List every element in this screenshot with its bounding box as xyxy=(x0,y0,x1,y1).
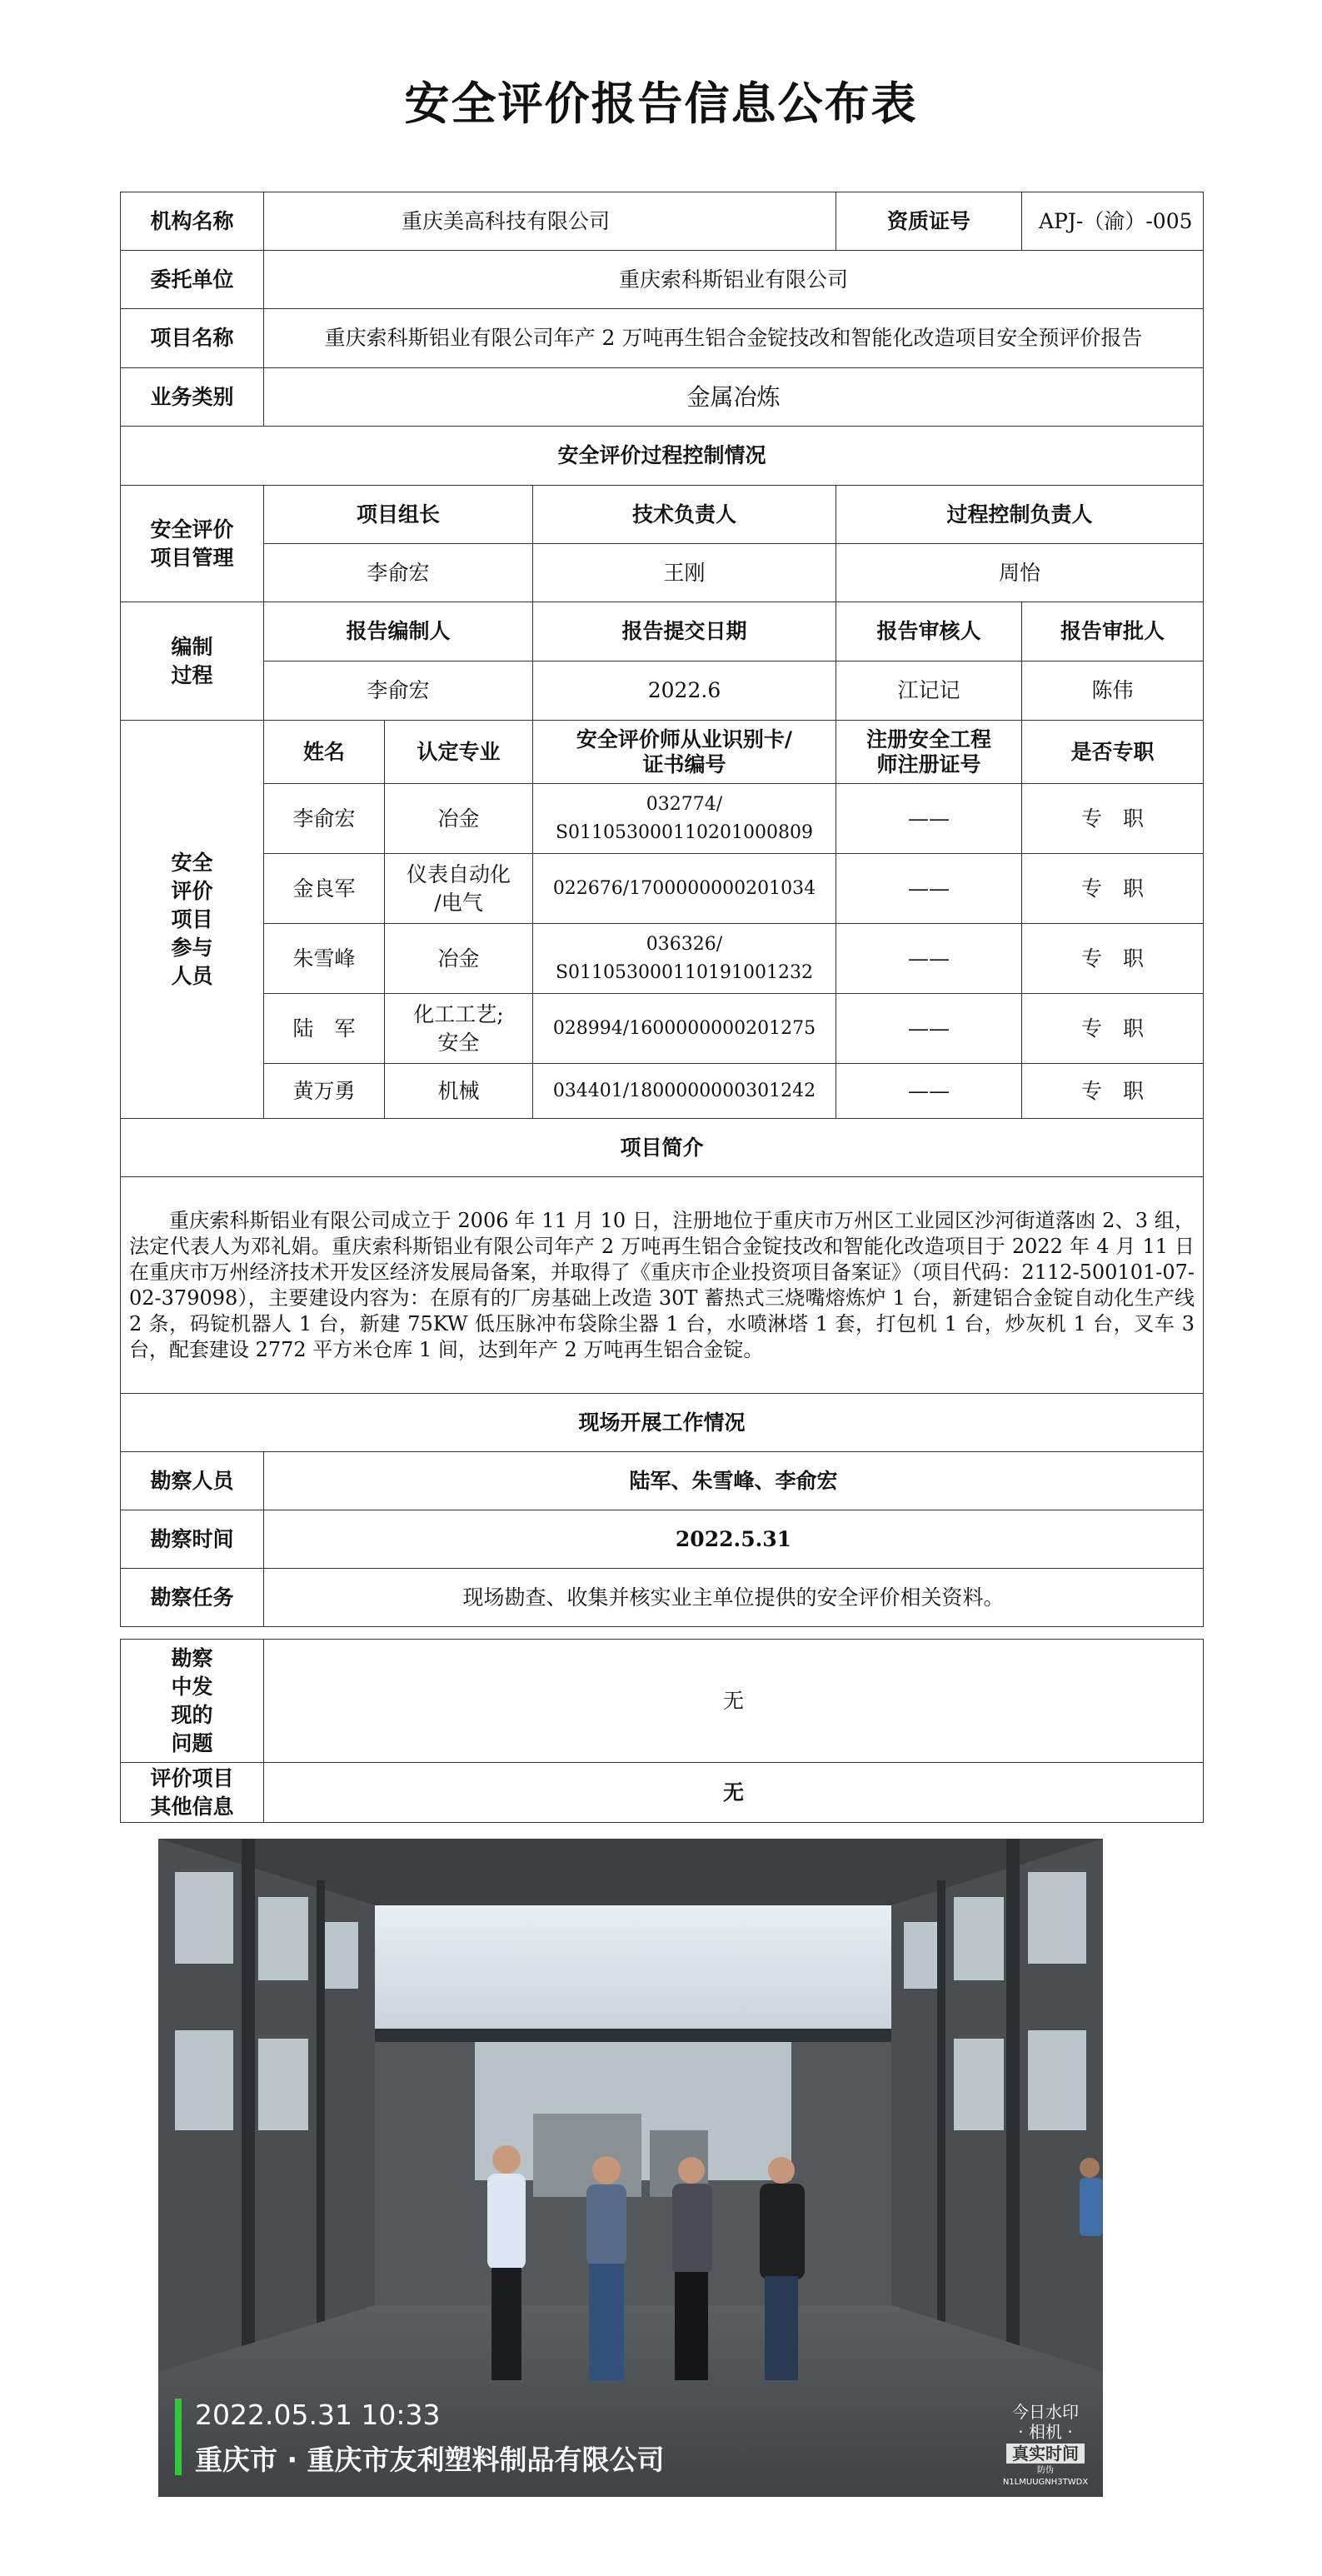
participant-fulltime: 专 职 xyxy=(1022,1064,1204,1119)
participant-reg: —— xyxy=(836,784,1022,854)
compile-value-reviewer: 江记记 xyxy=(836,661,1022,721)
intro-text: 重庆索科斯铝业有限公司成立于 2006 年 11 月 10 日，注册地位于重庆市万州区工业园区沙河街道落凼 2、3 组，法定代表人为邓礼娟。重庆索科斯铝业有限公司年产 2 万吨再生铝合金锭技改和智能化改造项目于 2022 年 4 月 11 日在重庆市万州经济技术开发区经济发展局备案，并取得了《重庆市企业投资项目备案证》（项目代码：2112-500101-07-02-379098），主要建设内容为：在原有的厂房基础上改造 30T 蓄热式三烧嘴熔炼炉 1 台，新建铝合金锭自动化生产线 2 条，码锭机器人 1 台，新建 75KW 低压脉冲布袋除尘器 1 台，水喷淋塔 1 套，打包机 1 台，炒灰机 1 台，叉车 3 台，配套建设 2772 平方米仓库 1 间，达到年产 2 万吨再生铝合金锭。 xyxy=(121,1177,1204,1394)
table-row xyxy=(121,784,1204,854)
participants-header-cert: 安全评价师从业识别卡/ 证书编号 xyxy=(533,721,836,784)
watermark-code: 防伪 N1LMUUGNH3TWDX xyxy=(1002,2466,1089,2487)
participant-reg: —— xyxy=(836,1064,1022,1119)
participant-name: 李俞宏 xyxy=(264,784,385,854)
site-task-label: 勘察任务 xyxy=(121,1569,264,1627)
participant-name: 黄万勇 xyxy=(264,1064,385,1119)
watermark-badge: 真实时间 xyxy=(1006,2444,1085,2464)
table-row xyxy=(121,854,1204,924)
site-time-label: 勘察时间 xyxy=(121,1510,264,1569)
compile-label: 编制 过程 xyxy=(121,602,264,721)
participant-major: 化工工艺; 安全 xyxy=(385,994,533,1064)
client-label: 委托单位 xyxy=(121,251,264,309)
other-info-value: 无 xyxy=(264,1763,1204,1823)
mgmt-value-leader: 李俞宏 xyxy=(264,544,533,602)
watermark-title: 今日水印 xyxy=(1012,2402,1079,2422)
process-section-title: 安全评价过程控制情况 xyxy=(121,427,1204,486)
mgmt-value-control: 周怡 xyxy=(836,544,1204,602)
participant-reg: —— xyxy=(836,854,1022,924)
caption-bar xyxy=(175,2399,182,2475)
participant-name: 朱雪峰 xyxy=(264,924,385,994)
site-time-value: 2022.5.31 xyxy=(264,1510,1204,1569)
mgmt-header-control: 过程控制负责人 xyxy=(836,486,1204,544)
cert-label: 资质证号 xyxy=(836,192,1022,251)
participant-cert: 032774/ S011053000110201000809 xyxy=(533,784,836,854)
other-info-table xyxy=(120,1639,1204,1823)
mgmt-label: 安全评价 项目管理 xyxy=(121,486,264,602)
intro-title: 项目简介 xyxy=(121,1119,1204,1177)
page-title: 安全评价报告信息公布表 xyxy=(404,77,918,130)
org-label: 机构名称 xyxy=(121,192,264,251)
business-value: 金属冶炼 xyxy=(264,368,1204,427)
mgmt-value-tech: 王刚 xyxy=(533,544,836,602)
compile-header-approver: 报告审批人 xyxy=(1022,602,1204,661)
compile-value-author: 李俞宏 xyxy=(264,661,533,721)
watermark-camera: · 相机 · xyxy=(1018,2422,1073,2442)
site-staff-label: 勘察人员 xyxy=(121,1452,264,1510)
participant-cert: 022676/1700000000201034 xyxy=(533,854,836,924)
participants-label: 安全 评价 项目 参与 人员 xyxy=(121,721,264,1119)
participants-header-reg: 注册安全工程 师注册证号 xyxy=(836,721,1022,784)
other-info-label: 评价项目 其他信息 xyxy=(121,1763,264,1823)
compile-header-author: 报告编制人 xyxy=(264,602,533,661)
participant-major: 冶金 xyxy=(385,924,533,994)
participant-cert: 036326/ S011053000110191001232 xyxy=(533,924,836,994)
table-row xyxy=(121,1064,1204,1119)
participant-reg: —— xyxy=(836,924,1022,994)
participant-reg: —— xyxy=(836,994,1022,1064)
business-label: 业务类别 xyxy=(121,368,264,427)
table-row xyxy=(121,994,1204,1064)
participant-major: 冶金 xyxy=(385,784,533,854)
compile-header-date: 报告提交日期 xyxy=(533,602,836,661)
watermark-logo xyxy=(1000,2402,1091,2489)
compile-value-approver: 陈伟 xyxy=(1022,661,1204,721)
project-value: 重庆索科斯铝业有限公司年产 2 万吨再生铝合金锭技改和智能化改造项目安全预评价报告 xyxy=(264,309,1204,368)
photo-datetime: 2022.05.31 10:33 xyxy=(195,2399,441,2431)
photo-location: 重庆市 · 重庆市友利塑料制品有限公司 xyxy=(195,2444,665,2476)
issues-value: 无 xyxy=(264,1640,1204,1763)
participant-major: 机械 xyxy=(385,1064,533,1119)
info-table xyxy=(120,192,1204,1627)
participant-fulltime: 专 职 xyxy=(1022,924,1204,994)
mgmt-header-tech: 技术负责人 xyxy=(533,486,836,544)
participant-cert: 034401/1800000000301242 xyxy=(533,1064,836,1119)
participants-header-name: 姓名 xyxy=(264,721,385,784)
site-photo xyxy=(158,1839,1103,2497)
org-value: 重庆美高科技有限公司 xyxy=(264,192,836,251)
mgmt-header-leader: 项目组长 xyxy=(264,486,533,544)
participants-header-fulltime: 是否专职 xyxy=(1022,721,1204,784)
site-staff-value: 陆军、朱雪峰、李俞宏 xyxy=(264,1452,1204,1510)
participant-fulltime: 专 职 xyxy=(1022,994,1204,1064)
participant-cert: 028994/1600000000201275 xyxy=(533,994,836,1064)
participants-header-major: 认定专业 xyxy=(385,721,533,784)
compile-header-reviewer: 报告审核人 xyxy=(836,602,1022,661)
participant-name: 陆 军 xyxy=(264,994,385,1064)
issues-label: 勘察 中发 现的 问题 xyxy=(121,1640,264,1763)
compile-value-date: 2022.6 xyxy=(533,661,836,721)
site-section-title: 现场开展工作情况 xyxy=(121,1394,1204,1452)
site-task-value: 现场勘查、收集并核实业主单位提供的安全评价相关资料。 xyxy=(264,1569,1204,1627)
participant-major: 仪表自动化 /电气 xyxy=(385,854,533,924)
client-value: 重庆索科斯铝业有限公司 xyxy=(264,251,1204,309)
participant-name: 金良军 xyxy=(264,854,385,924)
participant-fulltime: 专 职 xyxy=(1022,784,1204,854)
cert-value: APJ-（渝）-005 xyxy=(1022,192,1204,251)
project-label: 项目名称 xyxy=(121,309,264,368)
participant-fulltime: 专 职 xyxy=(1022,854,1204,924)
table-row xyxy=(121,924,1204,994)
